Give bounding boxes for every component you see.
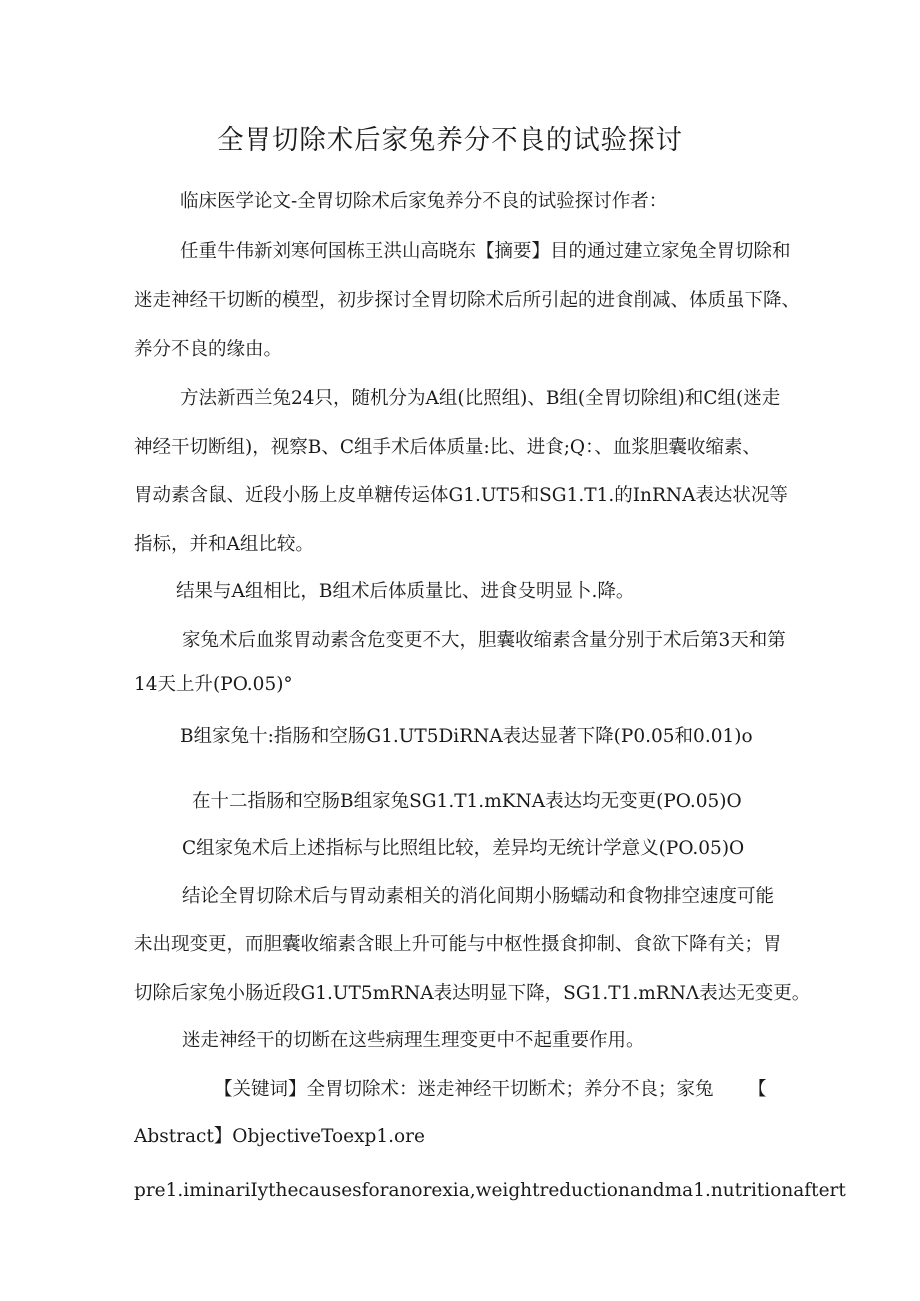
abstract-line: Abstract】ObjectiveToexp1.ore: [134, 1126, 425, 1147]
paragraph-line: 神经干切断组)，视察B、C组手术后体质量:比、进食;Q：、血浆胆囊收缩素、: [134, 437, 761, 458]
paragraph-line: 方法新西兰兔24只，随机分为A组(比照组)、B组(全胃切除组)和C组(迷走: [180, 388, 781, 409]
paragraph-line: 养分不良的缘由。: [134, 339, 283, 360]
paragraph-line: 结论全胃切除术后与胃动素相关的消化间期小肠蠕动和食物排空速度可能: [182, 886, 775, 907]
abstract-line: pre1.iminariIythecausesforanorexia,weightreductionandma1.nutritionaftert: [134, 1180, 846, 1201]
paragraph-line: 迷走神经干的切断在这些病理生理变更中不起重要作用。: [182, 1030, 645, 1051]
paragraph-line: 未出现变更，而胆囊收缩素含眼上升可能与中枢性摄食抑制、食欲下降有关；胃: [134, 934, 782, 955]
paragraph-line: 结果与A组相比，B组术后体质量比、进食殳明显卜.降。: [176, 581, 635, 602]
paragraph-line: 临床医学论文-全胃切除术后家兔养分不良的试验探讨作者：: [180, 191, 668, 212]
paragraph-line: 任重牛伟新刘寒何国栋王洪山高晓东【摘要】目的通过建立家兔全胃切除和: [180, 241, 791, 262]
bracket-mark: 【: [748, 1079, 767, 1100]
paragraph-line: 在十二指肠和空肠B组家兔SG1.T1.mKNA表达均无变更(PO.05)O: [192, 791, 742, 812]
paragraph-line: 迷走神经干切断的模型，初步探讨全胃切除术后所引起的进食削减、体质虽下降、: [134, 290, 801, 311]
paragraph-line: 14天上升(PO.05)°: [134, 674, 293, 695]
paragraph-line: 家兔术后血浆胃动素含危变更不大，胆囊收缩素含量分别于术后第3天和第: [182, 630, 786, 651]
paragraph-line: 指标，并和A组比较。: [134, 534, 314, 555]
paragraph-line: B组家兔十:指肠和空肠G1.UT5DiRNA表达显著下降(P0.05和0.01)o: [180, 726, 753, 747]
paragraph-line: C组家兔术后上述指标与比照组比较，差异均无统计学意义(PO.05)O: [182, 838, 745, 859]
paragraph-line: 切除后家兔小肠近段G1.UT5mRNA表达明显下降，SG1.T1.mRNΛ表达无变更。: [134, 983, 811, 1004]
keywords-line: 【关键词】全胃切除术：迷走神经干切断术；养分不良；家兔: [214, 1079, 714, 1100]
paragraph-line: 胃动素含鼠、近段小肠上皮单糖传运体G1.UT5和SG1.T1.的InRNA表达状况等: [134, 485, 788, 506]
document-title: 全胃切除术后家兔养分不良的试验探讨: [217, 125, 683, 156]
